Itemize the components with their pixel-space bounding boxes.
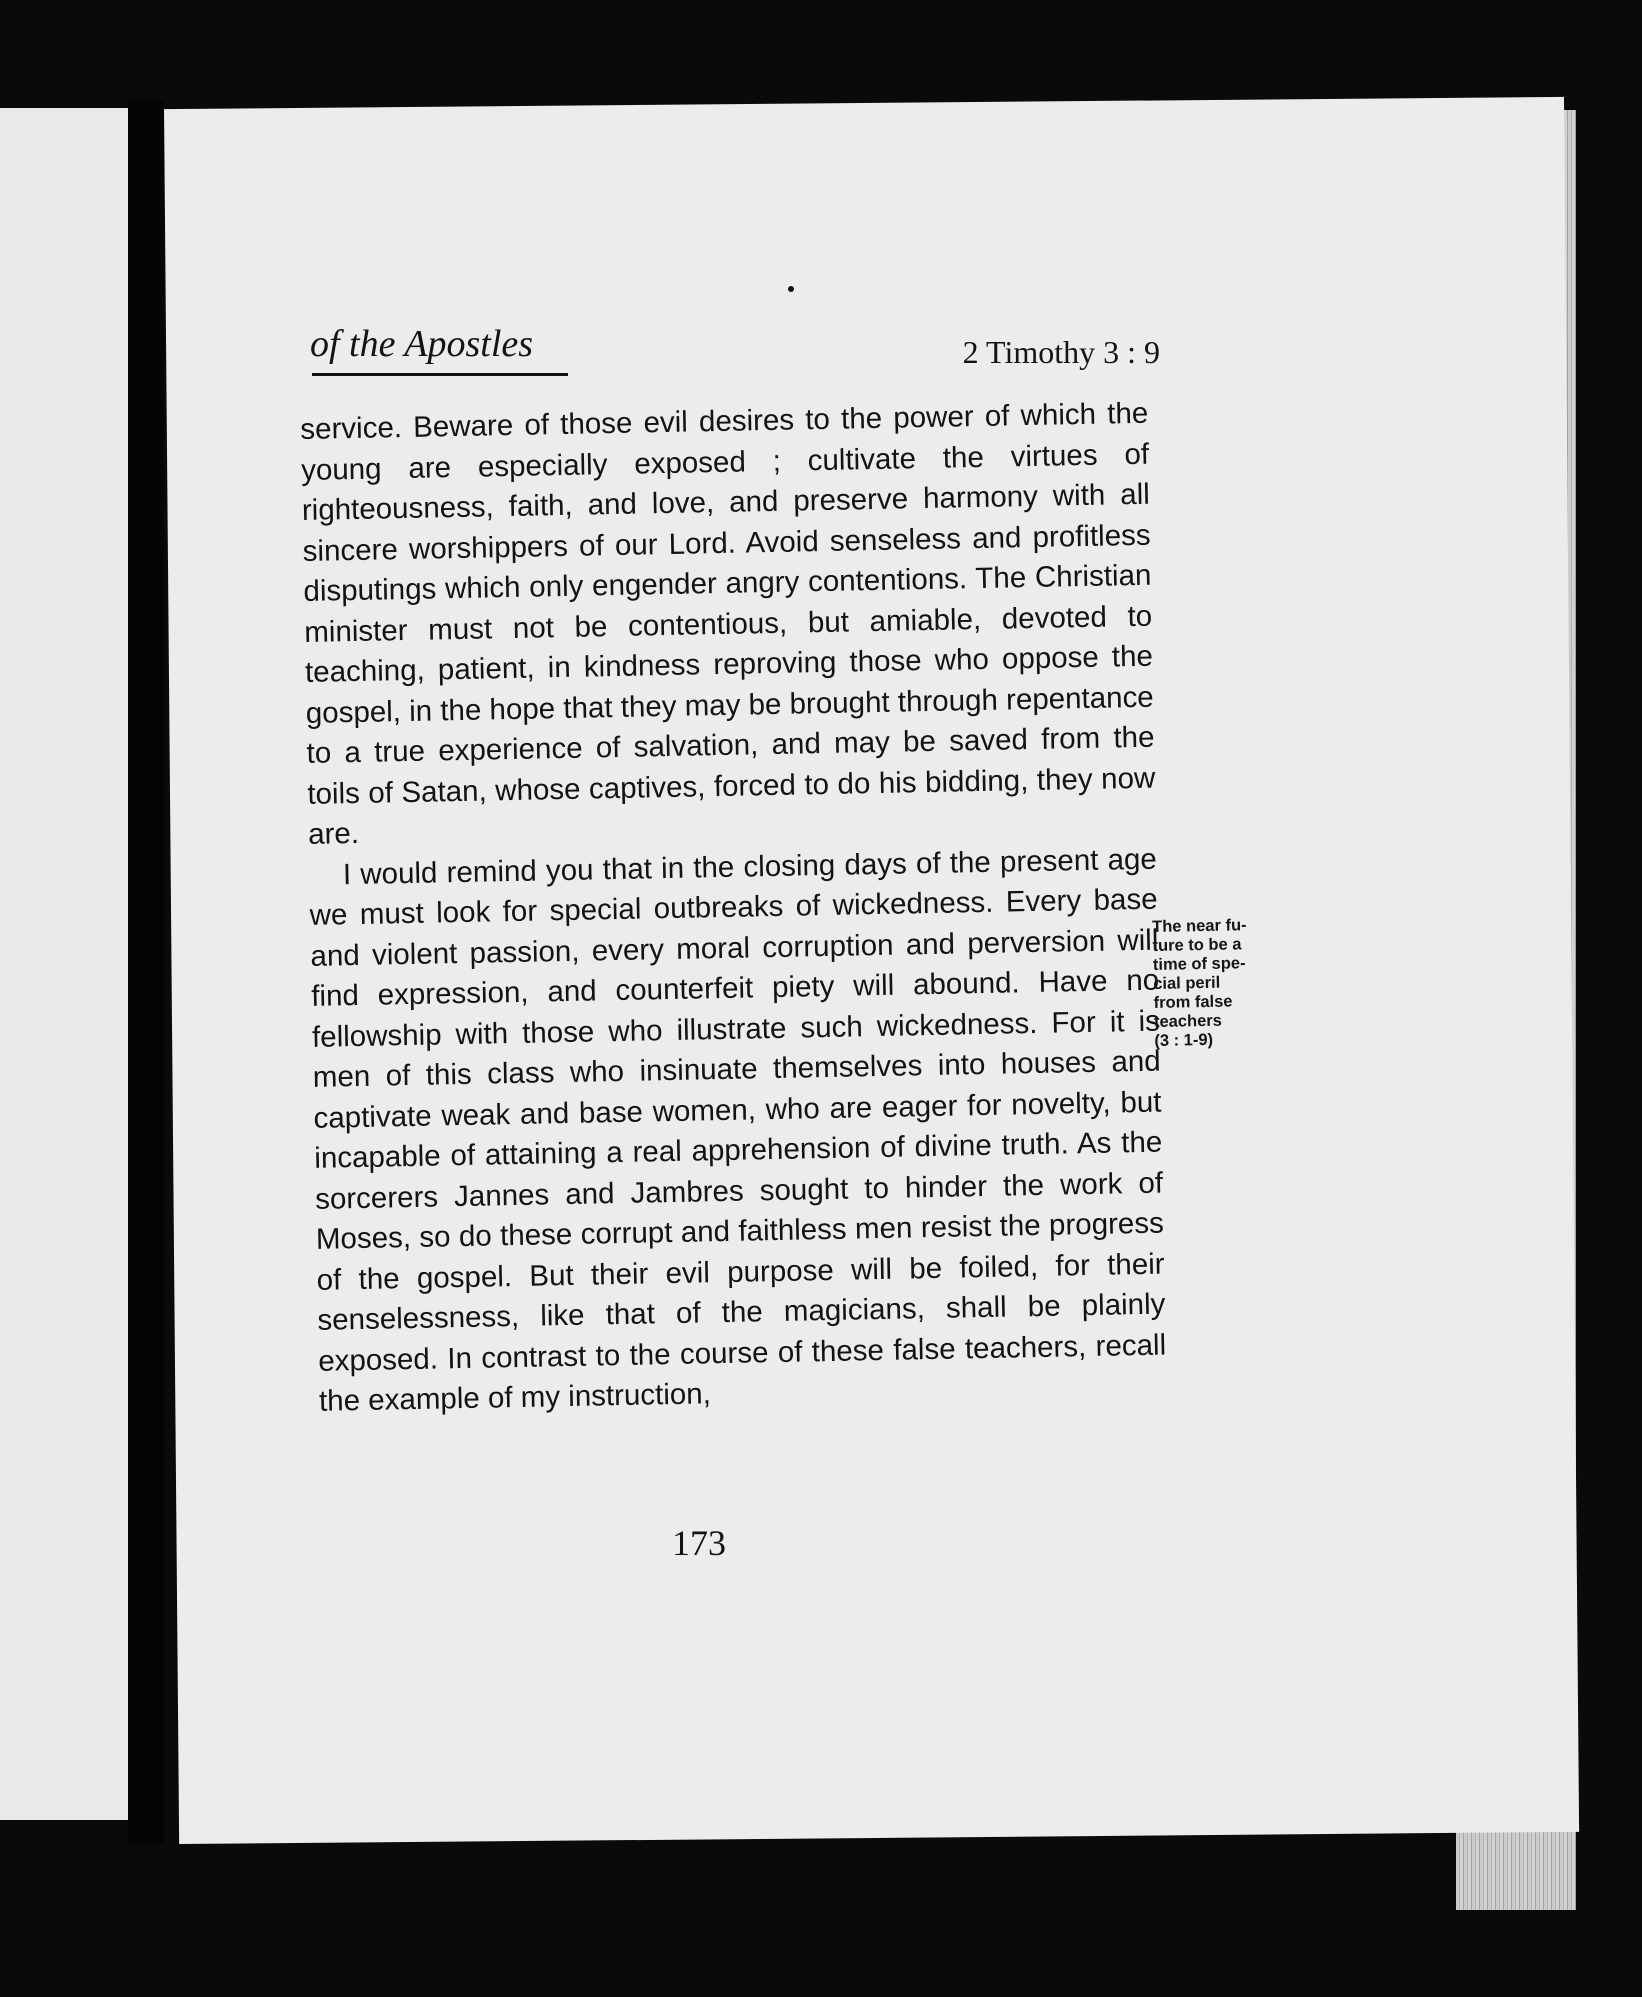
margin-note-line: The near fu- [1152, 916, 1247, 936]
running-title: of the Apostles [310, 323, 534, 365]
body-text [300, 394, 1167, 1423]
margin-note-line: teachers [1153, 1011, 1223, 1031]
margin-note [1152, 916, 1283, 1051]
margin-note-line: ture to be a [1152, 935, 1242, 955]
paragraph: I would remind you that in the closing days of the present age we must look for special outbreaks of wickedness. Every base and violent passion, every moral corruption and perversion will find expression, and counterfeit piety will abound. Have no fellowship with those who illustrate such wickedness. For it is men of this class who insinuate themselves into houses and captivate weak and base women, who are eager for novelty, but incapable of attaining a real apprehension of divine truth. As the sorcerers Jannes and Jambres sought to hinder the work of Moses, so do these corrupt and faithless men resist the progress of the gospel. But their evil purpose will be foiled, for their senselessness, like that of the magicians, shall be plainly exposed. In contrast to the course of these false teachers, recall the example of my instruction, [309, 842, 1167, 1418]
page-header [310, 322, 1160, 382]
paragraph: service. Beware of those evil desires to the power of which the young are especially exposed ; cultivate the virtues of righteousness, faith, and love, and preserve harmony with all sincere worshippers of our Lord. Avoid senseless and profitless disputings which only engender angry contentions. The Christian minister must not be contentious, but amiable, devoted to teaching, patient, in kindness reproving those who oppose the gospel, in the hope that they may be brought through repentance to a true experience of salvation, and may be saved from the toils of Satan, whose captives, forced to do his bidding, they now are. [300, 396, 1156, 851]
book-gutter [128, 100, 164, 1845]
running-reference: 2 Timothy 3 : 9 [962, 334, 1160, 370]
margin-note-line: cial peril [1153, 973, 1221, 993]
speck [788, 286, 794, 292]
margin-note-line: (3 : 1-9) [1154, 1030, 1214, 1050]
title-underline [312, 373, 568, 376]
margin-note-line: time of spe- [1152, 954, 1246, 974]
margin-note-line: from false [1153, 992, 1233, 1012]
page-number: 173 [672, 1523, 726, 1563]
facing-page-edge [0, 108, 128, 1820]
